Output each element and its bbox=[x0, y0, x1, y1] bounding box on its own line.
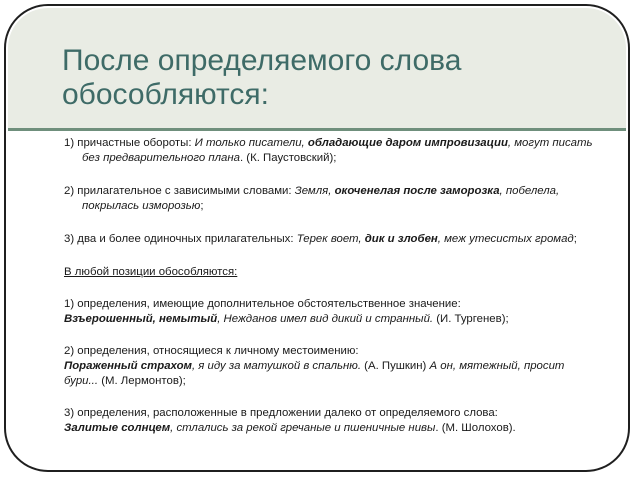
example-highlight: обладающие даром импровизации bbox=[307, 137, 508, 149]
example-source: (М. Лермонтов); bbox=[98, 375, 186, 387]
example-text: , я иду за матушкой в спальню. bbox=[191, 360, 362, 372]
rule-participial bbox=[64, 136, 594, 166]
example-text: Терек воет, bbox=[296, 233, 365, 245]
example-source: . (М. Шолохов). bbox=[435, 422, 516, 434]
slide-body bbox=[64, 136, 594, 436]
any-position-heading bbox=[64, 265, 594, 280]
example-highlight: Взъерошенный, немытый bbox=[64, 313, 218, 325]
rule-single-adjectives bbox=[64, 232, 594, 247]
section-heading: В любой позиции обособляются: bbox=[64, 266, 238, 278]
example-highlight: дик и злобен bbox=[364, 233, 438, 245]
rule-adjective-dependent bbox=[64, 184, 594, 214]
example-text: , Нежданов имел вид дикий и странный. bbox=[217, 313, 434, 325]
slide-title bbox=[62, 44, 461, 112]
title-line-2: обособляются: bbox=[62, 78, 269, 111]
example-highlight: Пораженный страхом bbox=[64, 360, 192, 372]
example-text: , побелела, покрылась изморозью bbox=[82, 185, 560, 212]
example-source: (А. Пушкин) bbox=[361, 360, 430, 372]
rule-lead: 1) причастные обороты: bbox=[64, 137, 195, 149]
title-line-1: После определяемого слова bbox=[62, 44, 462, 77]
rule-distant-placement bbox=[64, 406, 594, 436]
example-source: ; bbox=[200, 200, 204, 212]
rule-circumstantial bbox=[64, 297, 594, 327]
rule-lead: 3) определения, расположенные в предложении далеко от определяемого слова: bbox=[64, 407, 498, 419]
example-text: Земля, bbox=[294, 185, 335, 197]
example-text: А он, мятежный, просит бури... bbox=[64, 360, 565, 387]
example-source: ; bbox=[573, 233, 577, 245]
example-text: , могут писать без предварительного плана bbox=[82, 137, 593, 164]
example-text: , меж утесистых громад bbox=[437, 233, 574, 245]
example-text: И только писатели, bbox=[194, 137, 308, 149]
example-source: (И. Тургенев); bbox=[433, 313, 509, 325]
slide-frame bbox=[4, 4, 630, 472]
rule-lead: 3) два и более одиночных прилагательных: bbox=[64, 233, 297, 245]
rule-lead: 2) прилагательное с зависимыми словами: bbox=[64, 185, 295, 197]
example-text: , стлались за рекой гречаные и пшеничные нивы bbox=[170, 422, 436, 434]
example-source: . (К. Паустовский); bbox=[239, 152, 337, 164]
example-highlight: Залитые солнцем bbox=[64, 422, 171, 434]
rule-lead: 1) определения, имеющие дополнительное обстоятельственное значение: bbox=[64, 298, 461, 310]
rule-lead: 2) определения, относящиеся к личному местоимению: bbox=[64, 345, 359, 357]
rule-personal-pronoun bbox=[64, 344, 594, 389]
title-divider bbox=[8, 128, 626, 131]
example-highlight: окоченелая после заморозка bbox=[334, 185, 500, 197]
